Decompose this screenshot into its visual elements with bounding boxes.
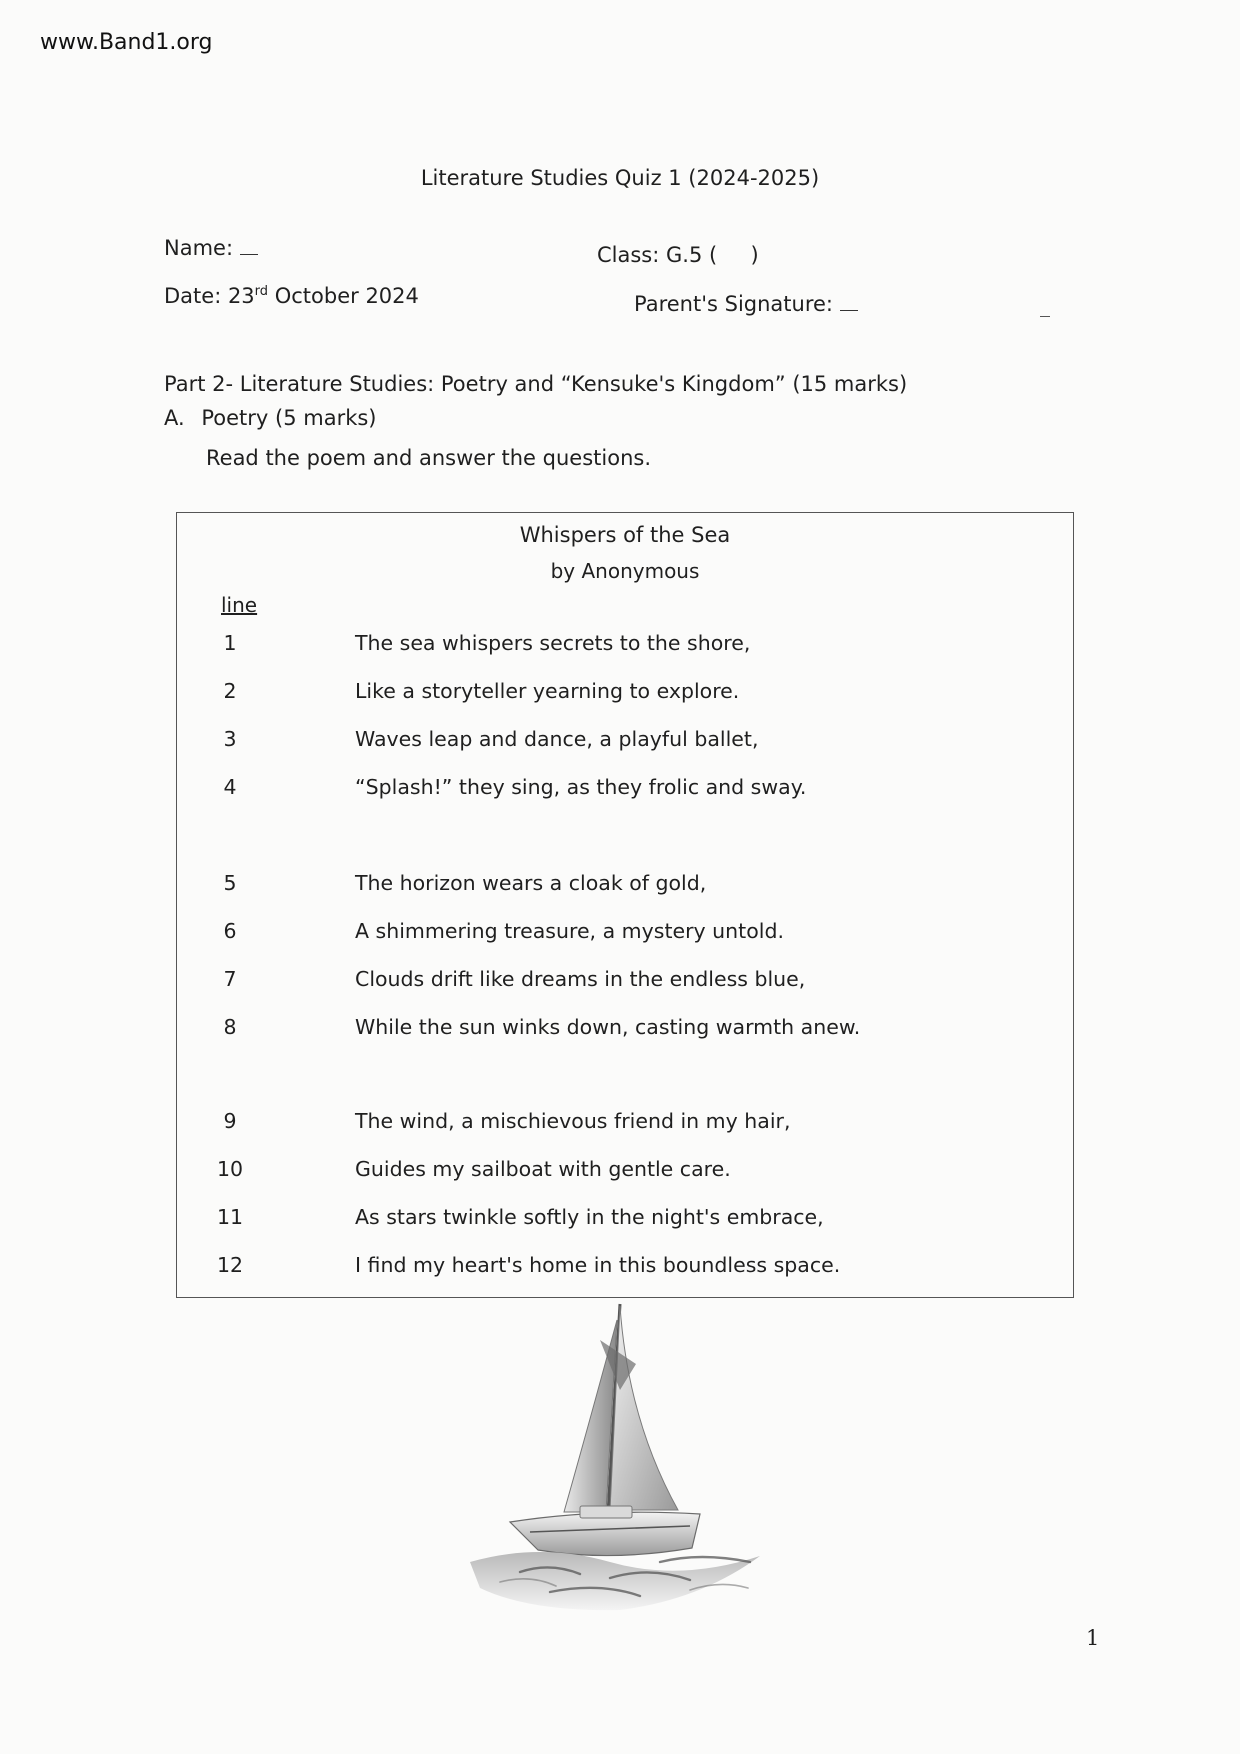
poem-line	[177, 1205, 1073, 1235]
subsection-title: Poetry (5 marks)	[201, 406, 377, 430]
poem-line	[177, 679, 1073, 709]
part-heading: Part 2- Literature Studies: Poetry and “Kensuke's Kingdom” (15 marks)	[164, 372, 908, 396]
line-text: As stars twinkle softly in the night's embrace,	[355, 1205, 824, 1229]
poem-line	[177, 967, 1073, 997]
line-text: “Splash!” they sing, as they frolic and sway.	[355, 775, 807, 799]
poem-line	[177, 727, 1073, 757]
poem-line	[177, 1109, 1073, 1139]
line-text: The sea whispers secrets to the shore,	[355, 631, 751, 655]
page-number: 1	[1086, 1626, 1100, 1650]
line-text: Like a storyteller yearning to explore.	[355, 679, 740, 703]
line-number: 4	[223, 775, 237, 799]
poem-line	[177, 631, 1073, 661]
sailboat-icon	[460, 1300, 820, 1620]
poem-title: Whispers of the Sea	[519, 523, 731, 547]
poem-line	[177, 919, 1073, 949]
line-text: Waves leap and dance, a playful ballet,	[355, 727, 759, 751]
line-number: 9	[223, 1109, 237, 1133]
name-label: Name:	[164, 236, 234, 260]
line-number: 11	[216, 1205, 244, 1229]
line-text: The horizon wears a cloak of gold,	[355, 871, 707, 895]
line-text: Clouds drift like dreams in the endless blue,	[355, 967, 806, 991]
poem-line	[177, 1253, 1073, 1283]
instruction-text: Read the poem and answer the questions.	[206, 446, 651, 470]
line-text: While the sun winks down, casting warmth anew.	[355, 1015, 861, 1039]
line-number: 2	[223, 679, 237, 703]
parent-signature-field	[634, 292, 858, 316]
date-field	[164, 284, 419, 308]
line-number: 8	[223, 1015, 237, 1039]
line-number: 10	[216, 1157, 244, 1181]
quiz-title: Literature Studies Quiz 1 (2024-2025)	[420, 166, 820, 190]
poem-author: by Anonymous	[550, 559, 700, 583]
website-watermark: www.Band1.org	[40, 30, 213, 55]
line-number: 1	[223, 631, 237, 655]
date-suffix: October 2024	[268, 284, 419, 308]
parent-signature-blank[interactable]	[840, 294, 858, 311]
date-prefix: Date: 23	[164, 284, 255, 308]
line-number: 3	[223, 727, 237, 751]
line-text: I find my heart's home in this boundless space.	[355, 1253, 841, 1277]
name-field	[164, 236, 258, 260]
line-number: 6	[223, 919, 237, 943]
line-text: Guides my sailboat with gentle care.	[355, 1157, 731, 1181]
name-blank[interactable]	[240, 238, 258, 255]
class-field: Class: G.5 ( )	[597, 243, 759, 267]
date-ordinal: rd	[254, 284, 269, 299]
line-text: A shimmering treasure, a mystery untold.	[355, 919, 784, 943]
poem-box	[176, 512, 1074, 1298]
line-column-header: line	[221, 593, 258, 617]
subsection-letter: A.	[164, 406, 185, 430]
line-text: The wind, a mischievous friend in my hair,	[355, 1109, 791, 1133]
parent-signature-label: Parent's Signature:	[634, 292, 833, 316]
poem-line	[177, 775, 1073, 805]
line-number: 12	[216, 1253, 244, 1277]
line-number: 5	[223, 871, 237, 895]
poem-line	[177, 1157, 1073, 1187]
signature-line-end	[1040, 316, 1050, 317]
poem-line	[177, 871, 1073, 901]
line-number: 7	[223, 967, 237, 991]
subsection-heading	[164, 406, 377, 430]
poem-line	[177, 1015, 1073, 1045]
